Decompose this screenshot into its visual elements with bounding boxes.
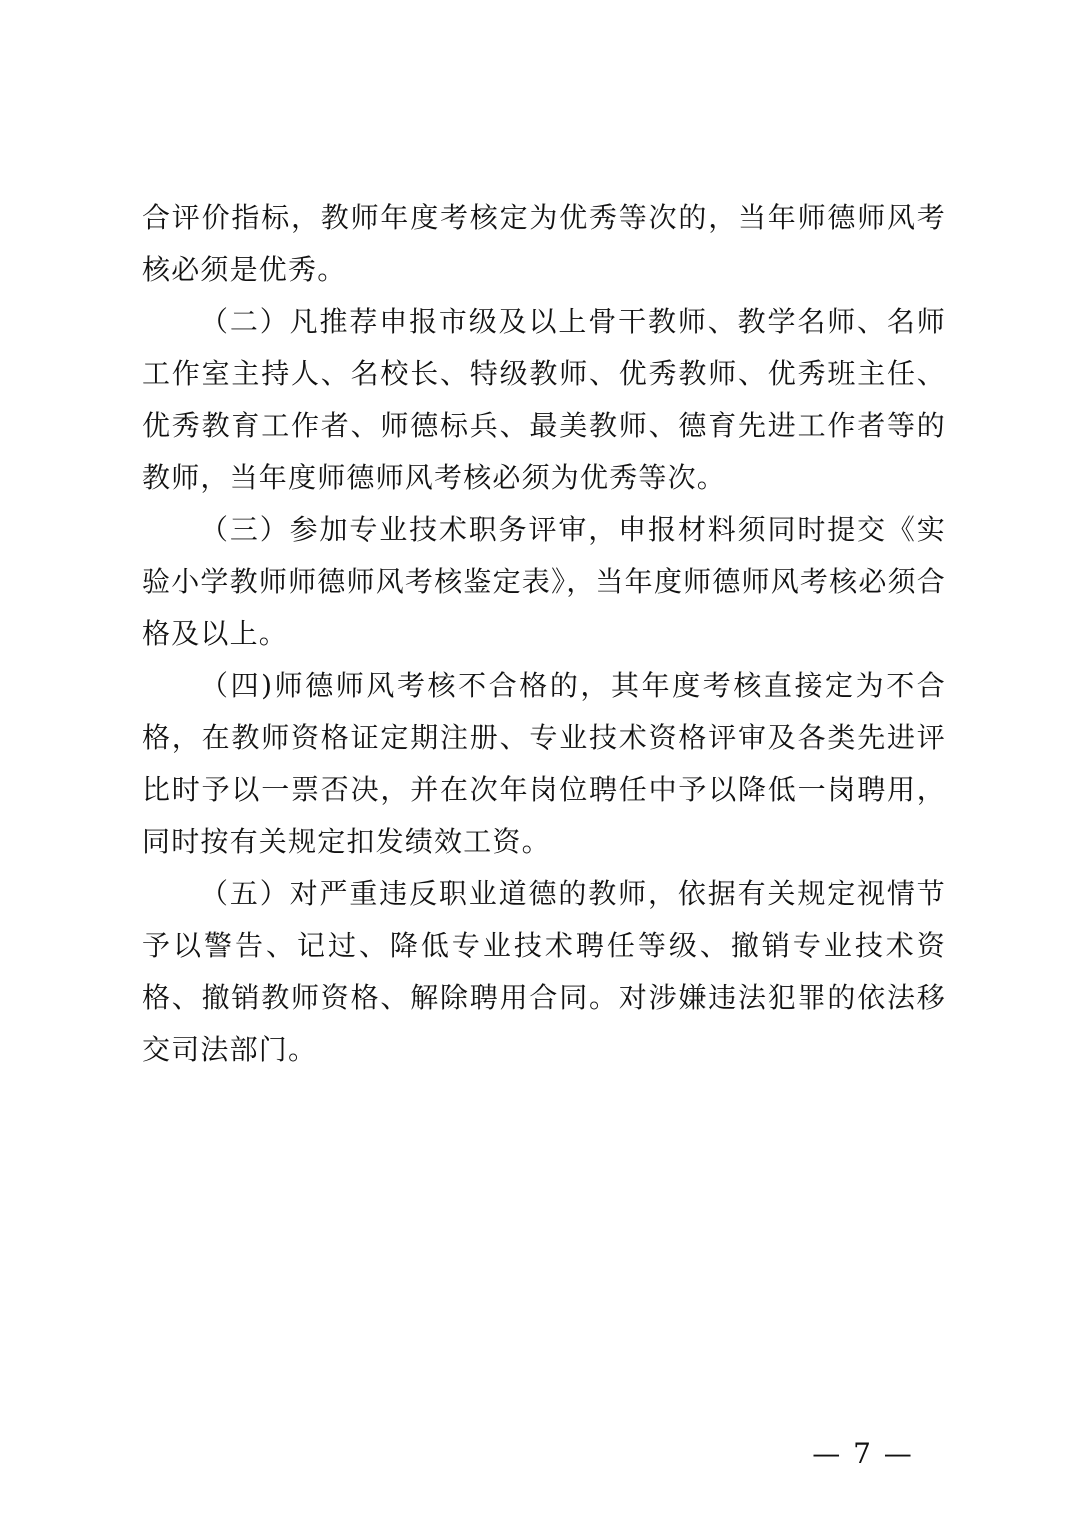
- page-number: — 7 —: [812, 1437, 914, 1470]
- paragraph-item-2: （二）凡推荐申报市级及以上骨干教师、教学名师、名师工作室主持人、名校长、特级教师、优秀教师、优秀班主任、优秀教育工作者、师德标兵、最美教师、德育先进工作者等的教师，当年度师德师风考核必须为优秀等次。: [142, 305, 946, 494]
- paragraph-continuation: 合评价指标，教师年度考核定为优秀等次的，当年师德师风考核必须是优秀。: [142, 201, 946, 286]
- document-body: [142, 192, 946, 1076]
- paragraph-item-3: （三）参加专业技术职务评审，申报材料须同时提交《实验小学教师师德师风考核鉴定表》，当年度师德师风考核必须合格及以上。: [142, 513, 946, 650]
- paragraph-item-5: （五）对严重违反职业道德的教师，依据有关规定视情节予以警告、记过、降低专业技术聘任等级、撤销专业技术资格、撤销教师资格、解除聘用合同。对涉嫌违法犯罪的依法移交司法部门。: [142, 877, 946, 1066]
- paragraph-item-4: （四)师德师风考核不合格的，其年度考核直接定为不合格，在教师资格证定期注册、专业技术资格评审及各类先进评比时予以一票否决，并在次年岗位聘任中予以降低一岗聘用，同时按有关规定扣发绩效工资。: [142, 669, 946, 858]
